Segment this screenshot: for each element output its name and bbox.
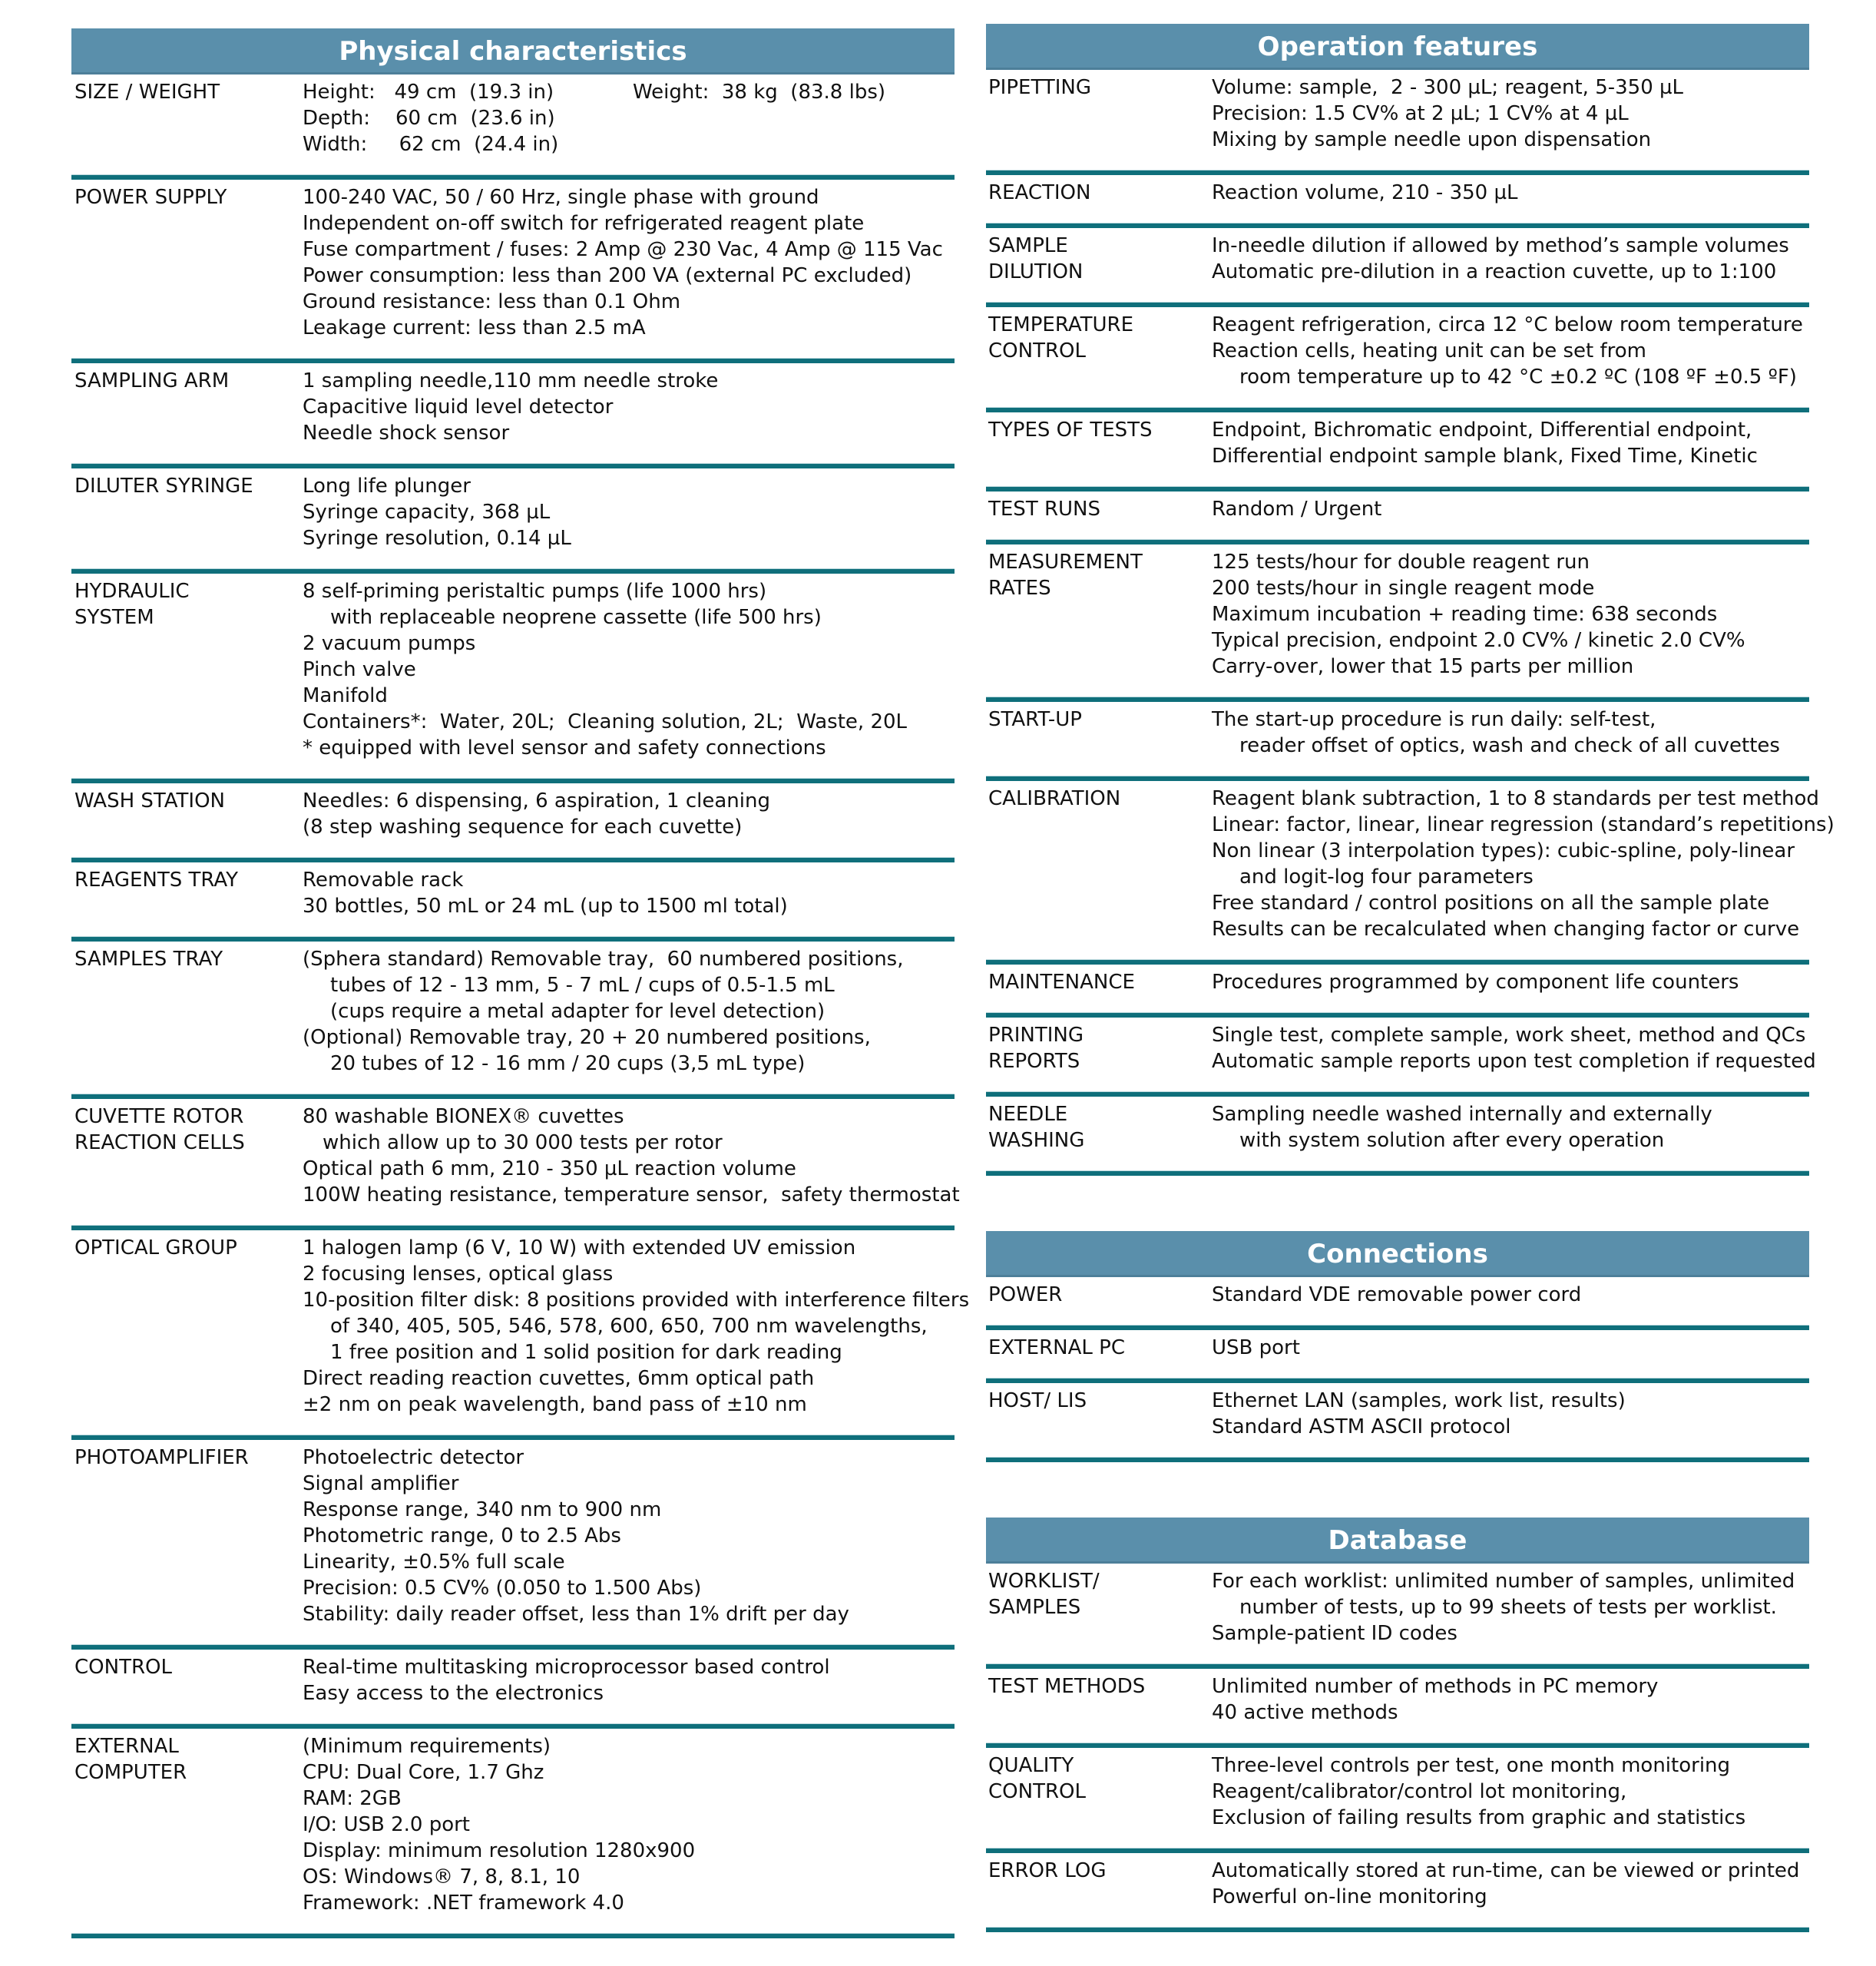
section-divider	[71, 778, 955, 783]
spec-row-photoamplifier	[71, 1440, 955, 1627]
spec-value-line: Easy access to the electronics	[303, 1682, 604, 1705]
spec-value-line: Ground resistance: less than 0.1 Ohm	[303, 290, 681, 313]
section-divider	[986, 1012, 1809, 1018]
spec-value-line: 1 free position and 1 solid position for dark reading	[330, 1341, 842, 1364]
spec-value-line: Exclusion of failing results from graphic and statistics	[1212, 1806, 1746, 1829]
spec-row-diluter-syringe	[71, 468, 955, 551]
spec-value-line: Powerful on-line monitoring	[1212, 1885, 1487, 1908]
spec-value-line: Optical path 6 mm, 210 - 350 µL reaction volume	[303, 1157, 796, 1180]
spec-value-line: Unlimited number of methods in PC memory	[1212, 1675, 1659, 1698]
spec-value-line: USB port	[1212, 1336, 1300, 1359]
spec-value-line: (Optional) Removable tray, 20 + 20 numbered positions,	[303, 1026, 871, 1049]
spec-values	[303, 788, 770, 840]
spec-label: WORKLIST/ SAMPLES	[988, 1570, 1100, 1619]
spec-values	[1212, 1335, 1300, 1361]
section-header-operation-features: Operation features	[986, 24, 1809, 70]
spec-values	[1212, 417, 1758, 469]
spec-label: TEST RUNS	[988, 498, 1101, 521]
spec-row-quality-control	[986, 1748, 1809, 1831]
spec-value-line: which allow up to 30 000 tests per rotor	[323, 1131, 723, 1154]
section-divider	[986, 1663, 1809, 1669]
spec-weight: Weight: 38 kg (83.8 lbs)	[633, 81, 886, 104]
section-divider	[986, 1743, 1809, 1748]
spec-value-line: Fuse compartment / fuses: 2 Amp @ 230 Vac, 4 Amp @ 115 Vac	[303, 238, 943, 261]
section-divider	[986, 170, 1809, 175]
spec-label: CALIBRATION	[988, 787, 1121, 810]
spec-label: DILUTER SYRINGE	[74, 475, 253, 498]
spec-value-line: For each worklist: unlimited number of samples, unlimited	[1212, 1570, 1795, 1593]
spec-row-power-supply	[71, 180, 955, 341]
section-database	[986, 1518, 1809, 1932]
spec-value-line: Non linear (3 interpolation types): cubic-spline, poly-linear	[1212, 839, 1795, 862]
spec-value-line: 100-240 VAC, 50 / 60 Hrz, single phase with ground	[303, 186, 819, 209]
spec-value-line: Signal amplifier	[303, 1472, 459, 1495]
spec-value-line: tubes of 12 - 13 mm, 5 - 7 mL / cups of 0.5-1.5 mL	[330, 974, 835, 997]
spec-values	[303, 867, 788, 919]
spec-label: POWER SUPPLY	[74, 186, 227, 209]
spec-value-line: Results can be recalculated when changing factor or curve	[1212, 918, 1800, 941]
spec-values	[303, 368, 718, 446]
spec-value-line: Standard ASTM ASCII protocol	[1212, 1415, 1511, 1438]
spec-row-sampling-arm	[71, 363, 955, 446]
spec-value-line: 2 vacuum pumps	[303, 632, 476, 655]
spec-values	[1212, 1101, 1712, 1153]
spec-row-cuvette-rotor-reaction-cells	[71, 1099, 960, 1208]
spec-values	[303, 946, 904, 1077]
spec-value-line: Reagent blank subtraction, 1 to 8 standards per test method	[1212, 787, 1819, 810]
spec-value-line: Pinch valve	[303, 658, 416, 681]
spec-values	[1212, 1753, 1745, 1831]
spec-value-line: Single test, complete sample, work sheet, method and QCs	[1212, 1024, 1806, 1047]
spec-row-samples-tray	[71, 942, 955, 1077]
spec-value-line: 10-position filter disk: 8 positions provided with interference filters	[303, 1289, 970, 1312]
spec-label: SAMPLING ARM	[74, 369, 230, 392]
spec-value-line: Direct reading reaction cuvettes, 6mm optical path	[303, 1367, 815, 1390]
spec-value-line: Capacitive liquid level detector	[303, 396, 614, 419]
size-weight-grid	[303, 79, 885, 157]
spec-label: EXTERNAL PC	[988, 1336, 1125, 1359]
spec-values	[1212, 1282, 1581, 1308]
spec-row-wash-station	[71, 783, 955, 840]
spec-values	[1212, 496, 1381, 522]
spec-value-line: I/O: USB 2.0 port	[303, 1813, 471, 1836]
connections-rows	[986, 1277, 1809, 1462]
spec-value-line: with system solution after every operation	[1239, 1129, 1665, 1152]
physical-characteristics-column	[71, 28, 970, 1938]
spec-value-line: Needle shock sensor	[303, 422, 510, 445]
right-column	[986, 24, 1835, 1932]
spec-row-reagents-tray	[71, 862, 955, 919]
spec-values	[1212, 786, 1835, 942]
spec-row-hydraulic-system	[71, 574, 955, 761]
spec-label: HYDRAULIC SYSTEM	[74, 580, 190, 629]
spec-row-start-up	[986, 702, 1809, 759]
spec-value-line: 1 halogen lamp (6 V, 10 W) with extended UV emission	[303, 1236, 856, 1259]
section-header-database: Database	[986, 1518, 1809, 1564]
spec-row-external-computer	[71, 1729, 955, 1916]
section-divider	[986, 486, 1809, 492]
spec-value-line: Response range, 340 nm to 900 nm	[303, 1498, 662, 1521]
section-divider	[986, 539, 1809, 544]
spec-value-line: Carry-over, lower that 15 parts per million	[1212, 655, 1634, 678]
spec-value-line: 100W heating resistance, temperature sensor, safety thermostat	[303, 1183, 960, 1206]
spec-value-line: Random / Urgent	[1212, 498, 1382, 521]
spec-row-measurement-rates	[986, 544, 1809, 680]
spec-value-line: Precision: 1.5 CV% at 2 µL; 1 CV% at 4 µL	[1212, 102, 1629, 125]
section-divider	[986, 1927, 1809, 1932]
section-header-physical-characteristics: Physical characteristics	[71, 28, 955, 74]
spec-label: SIZE / WEIGHT	[74, 81, 220, 104]
spec-values	[1212, 1388, 1626, 1440]
empty-cell	[633, 131, 885, 157]
spec-label: CONTROL	[74, 1656, 172, 1679]
spec-value-line: (8 step washing sequence for each cuvette)	[303, 816, 743, 839]
spec-value-line: (cups require a metal adapter for level detection)	[330, 1000, 826, 1023]
spec-row-control	[71, 1650, 955, 1706]
spec-value-line: 200 tests/hour in single reagent mode	[1212, 577, 1595, 600]
spec-row-error-log	[986, 1853, 1809, 1910]
section-divider	[986, 1091, 1809, 1097]
spec-label: PIPETTING	[988, 76, 1092, 99]
empty-cell	[633, 105, 885, 131]
spec-value-line: Syringe capacity, 368 µL	[303, 501, 551, 524]
section-divider	[71, 463, 955, 468]
spec-values	[1212, 233, 1789, 285]
spec-row-test-methods	[986, 1669, 1809, 1726]
spec-value-line: and logit-log four parameters	[1239, 866, 1534, 889]
spec-value-line: Sampling needle washed internally and externally	[1212, 1103, 1712, 1126]
section-divider	[71, 1225, 955, 1230]
section-divider	[986, 407, 1809, 412]
spec-values	[303, 184, 943, 341]
section-divider	[986, 1457, 1809, 1462]
spec-value-line: Linearity, ±0.5% full scale	[303, 1551, 565, 1574]
spec-label: MEASUREMENT RATES	[988, 551, 1143, 600]
spec-value-line: CPU: Dual Core, 1.7 Ghz	[303, 1761, 544, 1784]
spec-label: PRINTING REPORTS	[988, 1024, 1084, 1073]
spec-value-line: Real-time multitasking microprocessor based control	[303, 1656, 830, 1679]
section-divider	[71, 174, 955, 180]
spec-value-line: RAM: 2GB	[303, 1787, 402, 1810]
section-gap	[986, 1462, 1809, 1518]
section-operation-features	[986, 24, 1835, 1176]
spec-value-line: Removable rack	[303, 869, 464, 892]
spec-row-needle-washing	[986, 1097, 1809, 1153]
section-divider	[986, 1848, 1809, 1853]
spec-value-line: OS: Windows® 7, 8, 8.1, 10	[303, 1865, 581, 1888]
spec-value-line: Volume: sample, 2 - 300 µL; reagent, 5-350 µL	[1212, 76, 1684, 99]
spec-value-line: Needles: 6 dispensing, 6 aspiration, 1 cleaning	[303, 789, 770, 813]
spec-value-line: In-needle dilution if allowed by method’s sample volumes	[1212, 234, 1789, 257]
spec-label: ERROR LOG	[988, 1859, 1107, 1882]
spec-label: START-UP	[988, 708, 1082, 731]
spec-value-line: Procedures programmed by component life counters	[1212, 971, 1739, 994]
spec-value-line: room temperature up to 42 °C ±0.2 ºC (108 ºF ±0.5 ºF)	[1239, 366, 1797, 389]
spec-value-line: (Sphera standard) Removable tray, 60 numbered positions,	[303, 948, 904, 971]
spec-value-line: Precision: 0.5 CV% (0.050 to 1.500 Abs)	[303, 1577, 702, 1600]
spec-values	[1212, 312, 1803, 390]
spec-row-maintenance	[986, 965, 1809, 995]
spec-value-line: Photoelectric detector	[303, 1446, 524, 1469]
spec-value-line: Syringe resolution, 0.14 µL	[303, 527, 571, 550]
spec-value-line: Reaction cells, heating unit can be set from	[1212, 339, 1646, 362]
spec-value-line: Automatically stored at run-time, can be viewed or printed	[1212, 1859, 1800, 1882]
spec-value-line: 125 tests/hour for double reagent run	[1212, 551, 1590, 574]
spec-value-line: Photometric range, 0 to 2.5 Abs	[303, 1524, 621, 1547]
section-divider	[986, 959, 1809, 965]
spec-value-line: Mixing by sample needle upon dispensation	[1212, 128, 1652, 151]
section-divider	[71, 1644, 955, 1650]
spec-row-test-runs	[986, 492, 1809, 522]
spec-row-printing-reports	[986, 1018, 1816, 1074]
spec-values	[303, 1654, 830, 1706]
spec-value-line: Leakage current: less than 2.5 mA	[303, 316, 646, 339]
spec-values	[1212, 1858, 1799, 1910]
database-rows	[986, 1564, 1809, 1932]
spec-row-types-of-tests	[986, 412, 1809, 469]
spec-values	[1212, 707, 1780, 759]
section-divider	[986, 1325, 1809, 1330]
section-divider	[71, 857, 955, 862]
spec-value-line: Maximum incubation + reading time: 638 seconds	[1212, 603, 1718, 626]
section-gap	[986, 1176, 1809, 1231]
spec-value-line: Sample-patient ID codes	[1212, 1622, 1457, 1645]
spec-value-line: Long life plunger	[303, 475, 471, 498]
spec-values	[303, 1104, 960, 1208]
spec-row-sample-dilution	[986, 228, 1809, 285]
spec-row-host-lis	[986, 1383, 1809, 1440]
spec-label: WASH STATION	[74, 789, 225, 813]
spec-row-worklist-samples	[986, 1564, 1809, 1647]
spec-row-temperature-control	[986, 307, 1809, 390]
spec-row-size-weight	[71, 74, 955, 157]
section-divider	[986, 1170, 1809, 1176]
spec-label: NEEDLE WASHING	[988, 1103, 1085, 1152]
spec-values	[1212, 1673, 1658, 1726]
section-divider	[71, 1933, 955, 1938]
spec-value-line: Free standard / control positions on all the sample plate	[1212, 892, 1770, 915]
spec-value-line: Endpoint, Bichromatic endpoint, Differential endpoint,	[1212, 419, 1752, 442]
section-divider	[986, 223, 1809, 228]
spec-label: TEST METHODS	[988, 1675, 1146, 1698]
spec-label: TEMPERATURE CONTROL	[988, 313, 1134, 362]
spec-value-line: * equipped with level sensor and safety connections	[303, 736, 826, 760]
spec-label: MAINTENANCE	[988, 971, 1135, 994]
spec-values	[1212, 1022, 1816, 1074]
spec-value-line: Standard VDE removable power cord	[1212, 1283, 1582, 1306]
spec-value-line: Containers*: Water, 20L; Cleaning solution, 2L; Waste, 20L	[303, 710, 908, 733]
spec-label: SAMPLE DILUTION	[988, 234, 1084, 283]
spec-label: EXTERNAL COMPUTER	[74, 1735, 187, 1784]
spec-values	[1212, 969, 1739, 995]
spec-value-line: Automatic pre-dilution in a reaction cuvette, up to 1:100	[1212, 260, 1777, 283]
spec-value-line: Display: minimum resolution 1280x900	[303, 1839, 696, 1862]
spec-value-line: Framework: .NET framework 4.0	[303, 1892, 624, 1915]
section-divider	[71, 936, 955, 942]
spec-label: OPTICAL GROUP	[74, 1236, 237, 1259]
section-connections	[986, 1231, 1809, 1462]
spec-value-line: Stability: daily reader offset, less than 1% drift per day	[303, 1603, 849, 1626]
spec-value-line: number of tests, up to 99 sheets of tests per worklist.	[1239, 1596, 1777, 1619]
physical-characteristics-rows	[71, 74, 970, 1938]
section-divider	[986, 697, 1809, 702]
section-divider	[71, 358, 955, 363]
operation-features-rows	[986, 70, 1835, 1176]
section-header-connections: Connections	[986, 1231, 1809, 1277]
section-divider	[71, 1723, 955, 1729]
spec-label: CUVETTE ROTOR REACTION CELLS	[74, 1105, 245, 1154]
section-divider	[71, 568, 955, 574]
spec-value-line: Typical precision, endpoint 2.0 CV% / kinetic 2.0 CV%	[1212, 629, 1745, 652]
spec-values	[1212, 549, 1745, 680]
spec-value-line: reader offset of optics, wash and check of all cuvettes	[1239, 734, 1780, 757]
spec-row-power	[986, 1277, 1809, 1308]
spec-label: QUALITY CONTROL	[988, 1754, 1086, 1803]
spec-value-line: Differential endpoint sample blank, Fixed Time, Kinetic	[1212, 445, 1758, 468]
spec-row-pipetting	[986, 70, 1809, 153]
spec-value-line: Reaction volume, 210 - 350 µL	[1212, 181, 1518, 204]
spec-values	[1212, 180, 1518, 206]
spec-values	[303, 79, 885, 157]
spec-value-line: Reagent/calibrator/control lot monitoring,	[1212, 1780, 1627, 1803]
section-divider	[71, 1435, 955, 1440]
spec-row-calibration	[986, 781, 1835, 942]
spec-values	[303, 1445, 849, 1627]
spec-label: SAMPLES TRAY	[74, 948, 223, 971]
spec-value-line: Manifold	[303, 684, 388, 707]
spec-value-line: 80 washable BIONEX® cuvettes	[303, 1105, 624, 1128]
spec-value-line: Linear: factor, linear, linear regression (standard’s repetitions)	[1212, 813, 1835, 836]
spec-value-line: 1 sampling needle,110 mm needle stroke	[303, 369, 719, 392]
spec-value-line: ±2 nm on peak wavelength, band pass of ±10 nm	[303, 1393, 807, 1416]
spec-value-line: Independent on-off switch for refrigerated reagent plate	[303, 212, 865, 235]
section-divider	[71, 1094, 955, 1099]
spec-row-optical-group	[71, 1230, 970, 1418]
spec-value-line: Three-level controls per test, one month monitoring	[1212, 1754, 1731, 1777]
section-divider	[986, 1378, 1809, 1383]
spec-row-reaction	[986, 175, 1809, 206]
spec-height: Height: 49 cm (19.3 in)	[303, 81, 554, 104]
spec-value-line: 8 self-priming peristaltic pumps (life 1000 hrs)	[303, 580, 767, 603]
spec-value-line: (Minimum requirements)	[303, 1735, 551, 1758]
spec-value-line: 30 bottles, 50 mL or 24 mL (up to 1500 ml total)	[303, 895, 788, 918]
spec-depth: Depth: 60 cm (23.6 in)	[303, 107, 555, 130]
spec-label: TYPES OF TESTS	[988, 419, 1153, 442]
spec-value-line: Reagent refrigeration, circa 12 °C below room temperature	[1212, 313, 1803, 336]
spec-value-line: 40 active methods	[1212, 1701, 1398, 1724]
spec-label: HOST/ LIS	[988, 1389, 1087, 1412]
spec-values	[303, 1733, 695, 1916]
spec-label: REACTION	[988, 181, 1091, 204]
spec-value-line: 20 tubes of 12 - 16 mm / 20 cups (3,5 mL type)	[330, 1052, 806, 1075]
spec-values	[303, 473, 571, 551]
spec-value-line: Power consumption: less than 200 VA (external PC excluded)	[303, 264, 912, 287]
section-divider	[986, 302, 1809, 307]
spec-values	[303, 1235, 969, 1418]
spec-row-external-pc	[986, 1330, 1809, 1361]
spec-width: Width: 62 cm (24.4 in)	[303, 133, 559, 156]
spec-values	[303, 578, 907, 761]
section-divider	[986, 776, 1809, 781]
spec-values	[1212, 74, 1683, 153]
spec-value-line: Ethernet LAN (samples, work list, results)	[1212, 1389, 1626, 1412]
spec-value-line: 2 focusing lenses, optical glass	[303, 1263, 614, 1286]
spec-label: REAGENTS TRAY	[74, 869, 239, 892]
spec-value-line: Automatic sample reports upon test completion if requested	[1212, 1050, 1816, 1073]
spec-label: PHOTOAMPLIFIER	[74, 1446, 249, 1469]
spec-value-line: with replaceable neoprene cassette (life 500 hrs)	[330, 606, 822, 629]
spec-values	[1212, 1568, 1795, 1647]
spec-value-line: of 340, 405, 505, 546, 578, 600, 650, 700 nm wavelengths,	[330, 1315, 928, 1338]
spec-label: POWER	[988, 1283, 1063, 1306]
spec-value-line: The start-up procedure is run daily: self-test,	[1212, 708, 1656, 731]
